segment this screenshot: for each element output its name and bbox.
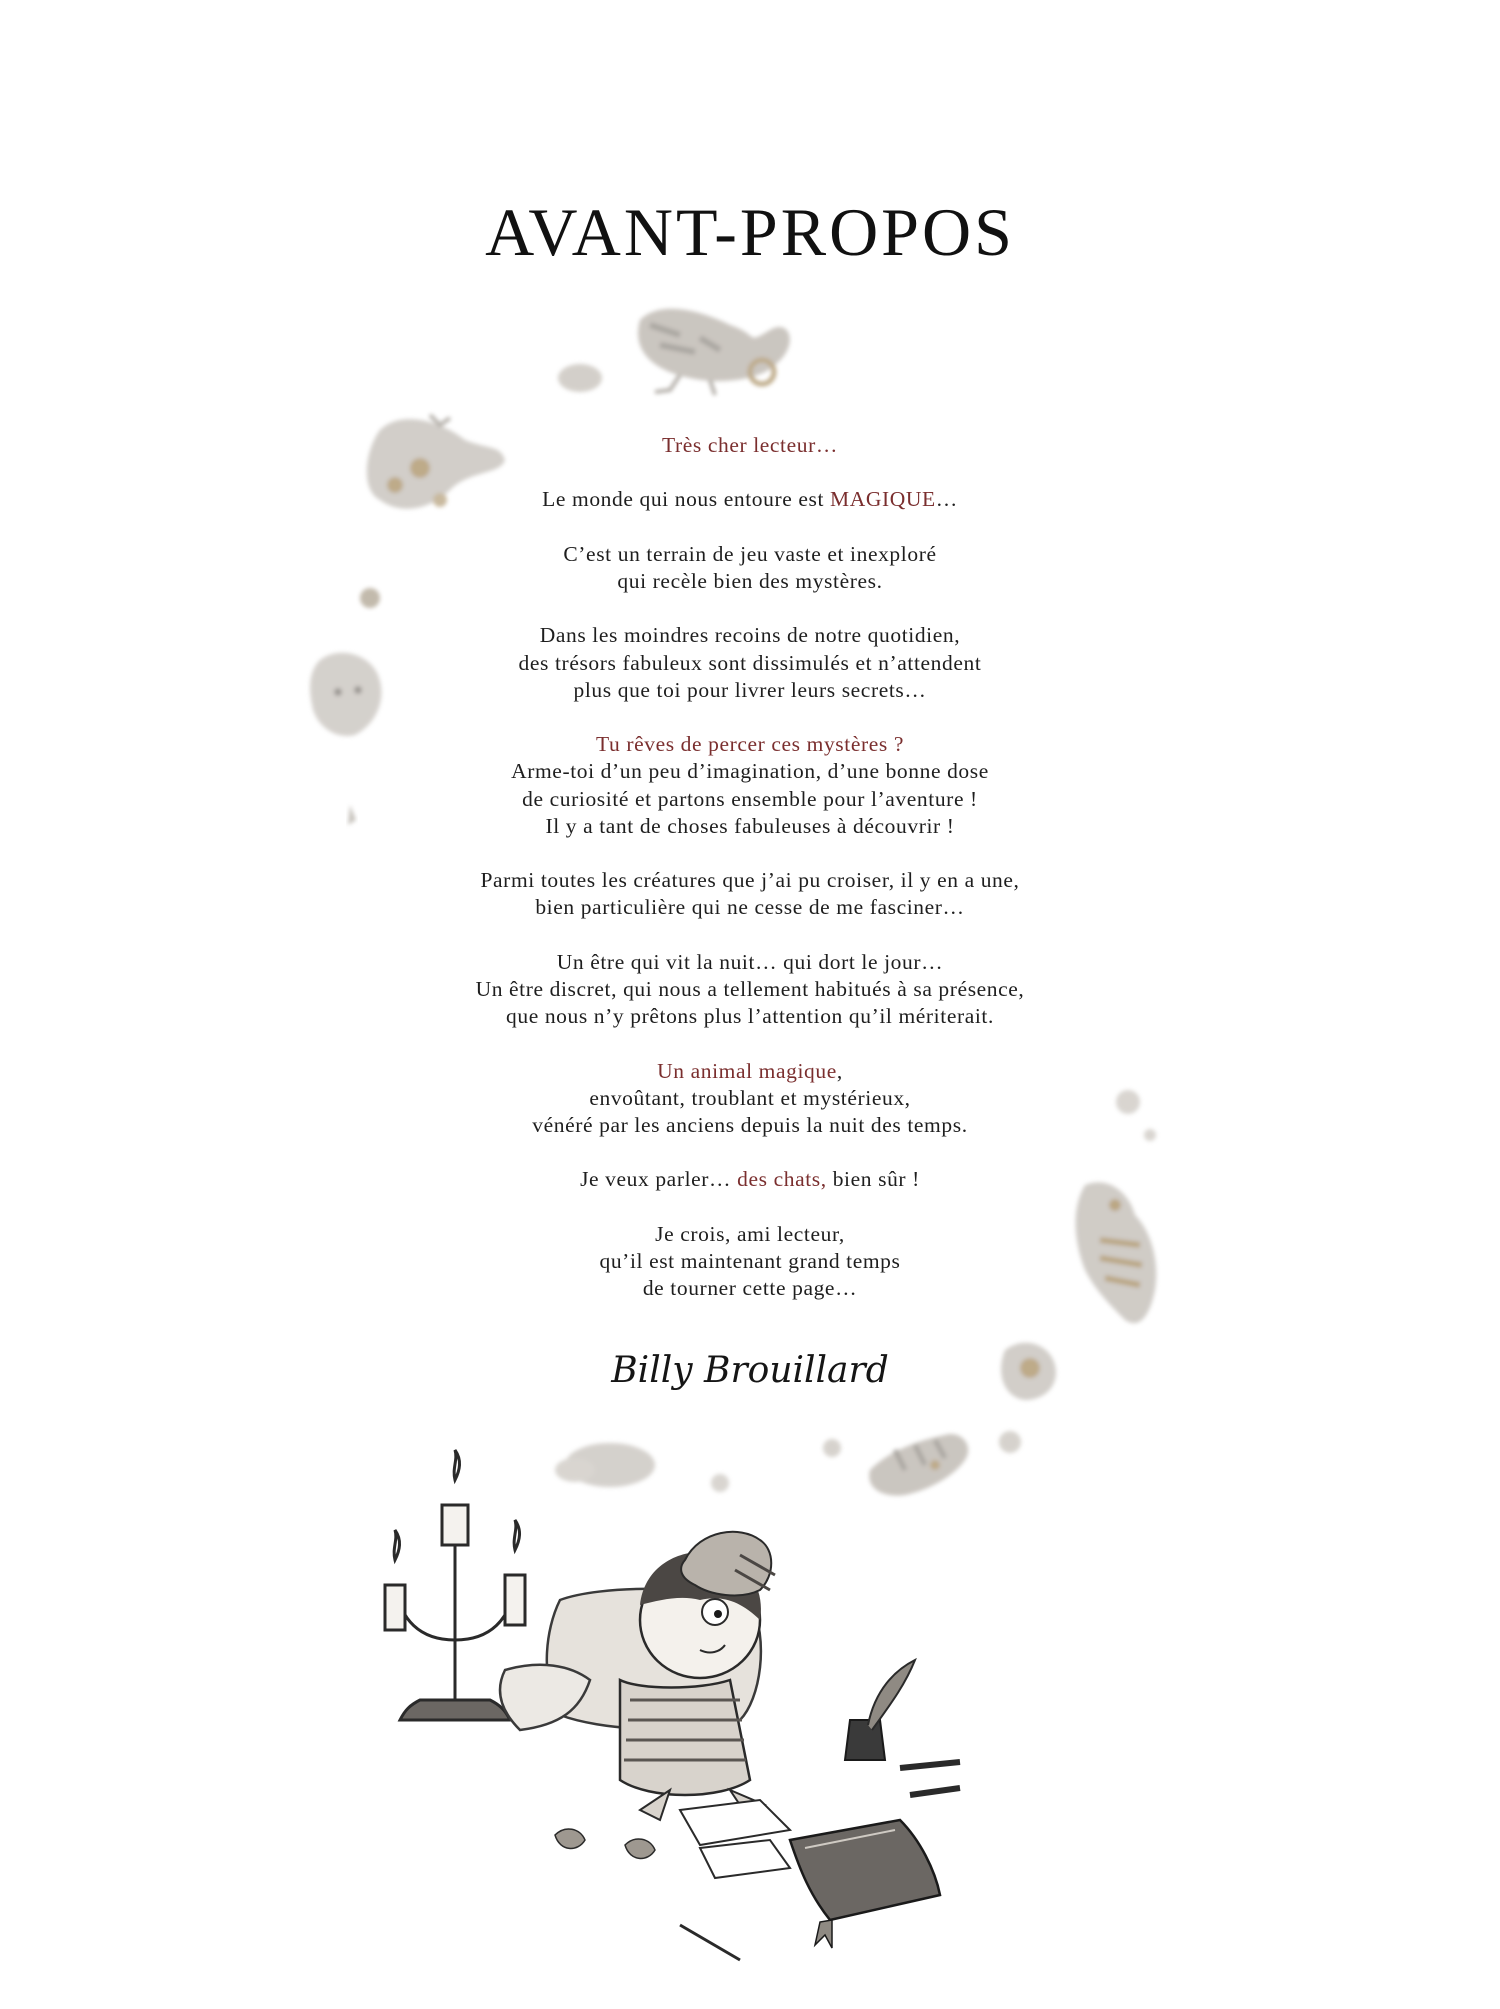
watercolor-cat-icon xyxy=(638,309,790,395)
paragraph xyxy=(300,432,1200,459)
inkwell-icon xyxy=(845,1660,915,1760)
text-line: que nous n’y prêtons plus l’attention qu’il mériterait. xyxy=(506,1004,994,1029)
text-line xyxy=(300,1166,1200,1193)
text-line xyxy=(300,1058,1200,1085)
paper-sheet-icon xyxy=(700,1840,790,1878)
text-segment: Je veux parler… xyxy=(580,1167,738,1192)
text-line: Tu rêves de percer ces mystères ? xyxy=(596,732,904,757)
text-line: vénéré par les anciens depuis la nuit des temps. xyxy=(532,1112,968,1137)
text-line: Parmi toutes les créatures que j’ai pu croiser, il y en a une, xyxy=(480,868,1020,893)
text-segment: , xyxy=(836,1058,843,1083)
page-title: AVANT-PROPOS xyxy=(485,194,1015,270)
text-line: bien particulière qui ne cesse de me fasciner… xyxy=(535,895,965,920)
paragraph xyxy=(300,541,1200,595)
paragraph xyxy=(300,622,1200,704)
paragraph xyxy=(300,949,1200,1031)
watercolor-blob-icon xyxy=(823,1439,841,1457)
text-line: de tourner cette page… xyxy=(642,1276,858,1301)
text-line: Un être qui vit la nuit… qui dort le jour… xyxy=(556,949,944,974)
crumpled-paper-icon xyxy=(625,1839,655,1858)
paragraph xyxy=(300,486,1200,513)
paragraph xyxy=(300,1058,1200,1140)
watercolor-cat-icon xyxy=(1001,1343,1056,1400)
crumpled-paper-icon xyxy=(555,1829,585,1848)
text-line: Il y a tant de choses fabuleuses à découvrir ! xyxy=(545,813,955,838)
text-line: C’est un terrain de jeu vaste et inexploré xyxy=(563,541,937,566)
signature: Billy Brouillard xyxy=(611,1350,889,1391)
pencil-icon xyxy=(910,1788,960,1795)
text-line: Je crois, ami lecteur, xyxy=(655,1221,845,1246)
paper-sheet-icon xyxy=(680,1800,790,1845)
watercolor-blob-icon xyxy=(999,1431,1021,1453)
text-line: Arme-toi d’un peu d’imagination, d’une bonne dose xyxy=(511,759,989,784)
text-line: qui recèle bien des mystères. xyxy=(617,568,883,593)
paragraph xyxy=(300,867,1200,921)
highlighted-phrase: MAGIQUE xyxy=(830,487,936,512)
foreword-text xyxy=(300,432,1200,1330)
text-line: envoûtant, troublant et mystérieux, xyxy=(589,1085,911,1110)
watercolor-cloud-icon xyxy=(555,1443,729,1492)
paragraph xyxy=(300,1221,1200,1303)
paragraph xyxy=(300,1166,1200,1193)
text-line xyxy=(300,486,1200,513)
highlighted-phrase: Un animal magique xyxy=(657,1058,837,1083)
pen-icon xyxy=(680,1925,740,1960)
text-line: plus que toi pour livrer leurs secrets… xyxy=(573,677,927,702)
text-segment: Le monde qui nous entoure est xyxy=(542,487,831,512)
pencil-icon xyxy=(900,1762,960,1768)
text-line: qu’il est maintenant grand temps xyxy=(599,1248,901,1273)
paragraph xyxy=(300,731,1200,840)
text-segment: … xyxy=(935,487,958,512)
highlighted-phrase: des chats, xyxy=(737,1167,827,1192)
text-line: Dans les moindres recoins de notre quotidien, xyxy=(539,623,961,648)
watercolor-blob-icon xyxy=(558,364,602,392)
text-line: de curiosité et partons ensemble pour l’aventure ! xyxy=(522,786,978,811)
watercolor-cat-icon xyxy=(869,1434,968,1496)
text-line: des trésors fabuleux sont dissimulés et n’attendent xyxy=(518,650,982,675)
text-line: Un être discret, qui nous a tellement habitués à sa présence, xyxy=(475,976,1025,1001)
text-segment: bien sûr ! xyxy=(826,1167,920,1192)
book-icon xyxy=(790,1820,940,1948)
text-line: Très cher lecteur… xyxy=(662,433,838,457)
